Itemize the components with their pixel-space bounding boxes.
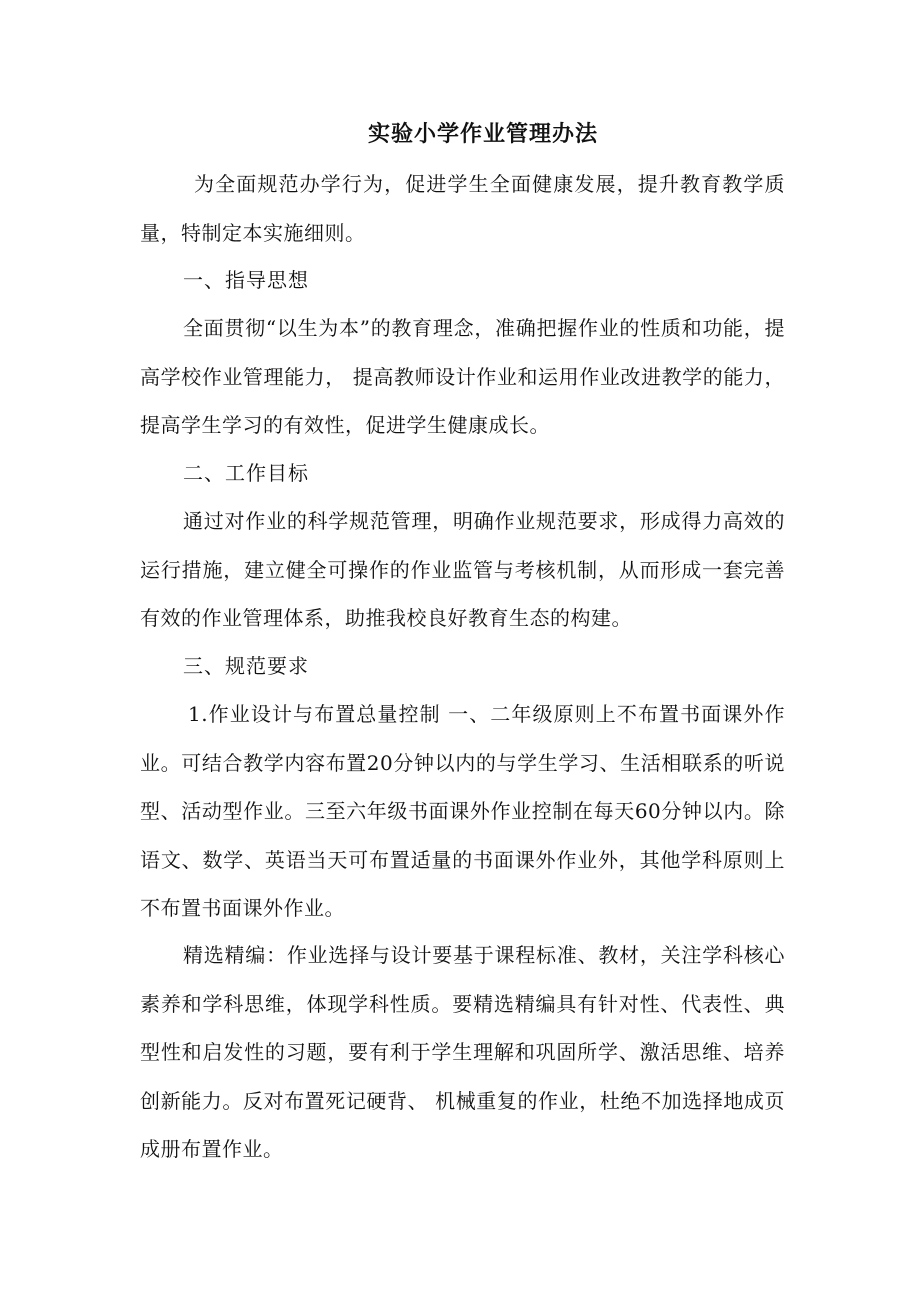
section-heading-work-goals: 二、工作目标	[183, 461, 309, 485]
document-title: 实验小学作业管理办法	[367, 122, 598, 147]
section-heading-guiding-ideology: 一、指导思想	[183, 268, 309, 292]
section-body-work-goals: 通过对作业的科学规范管理，明确作业规范要求，形成得力高效的运行措施，建立健全可操作的作业监管与考核机制，从而形成一套完善有效的作业管理体系，助推我校良好教育生态的构建。	[140, 509, 785, 630]
requirement-item-workload-control: 1.作业设计与布置总量控制 一、二年级原则上不布置书面课外作业。可结合教学内容布置20分钟以内的与学生学习、生活相联系的听说型、活动型作业。三至六年级书面课外作业控制在每天60分钟以内。除语文、数学、英语当天可布置适量的书面课外作业外，其他学科原则上不布置书面课外作业。	[140, 702, 785, 920]
section-heading-requirements: 三、规范要求	[183, 654, 309, 678]
requirement-item-careful-selection: 精选精编：作业选择与设计要基于课程标准、教材，关注学科核心素养和学科思维，体现学科性质。要精选精编具有针对性、代表性、典型性和启发性的习题，要有利于学生理解和巩固所学、激活思维、培养创新能力。反对布置死记硬背、 机械重复的作业，杜绝不加选择地成页成册布置作业。	[140, 943, 785, 1161]
intro-paragraph: 为全面规范办学行为，促进学生全面健康发展，提升教育教学质量，特制定本实施细则。	[140, 172, 785, 245]
section-body-guiding-ideology: 全面贯彻“以生为本”的教育理念，准确把握作业的性质和功能，提高学校作业管理能力， 提高教师设计作业和运用作业改进教学的能力，提高学生学习的有效性，促进学生健康成长。	[140, 316, 785, 437]
